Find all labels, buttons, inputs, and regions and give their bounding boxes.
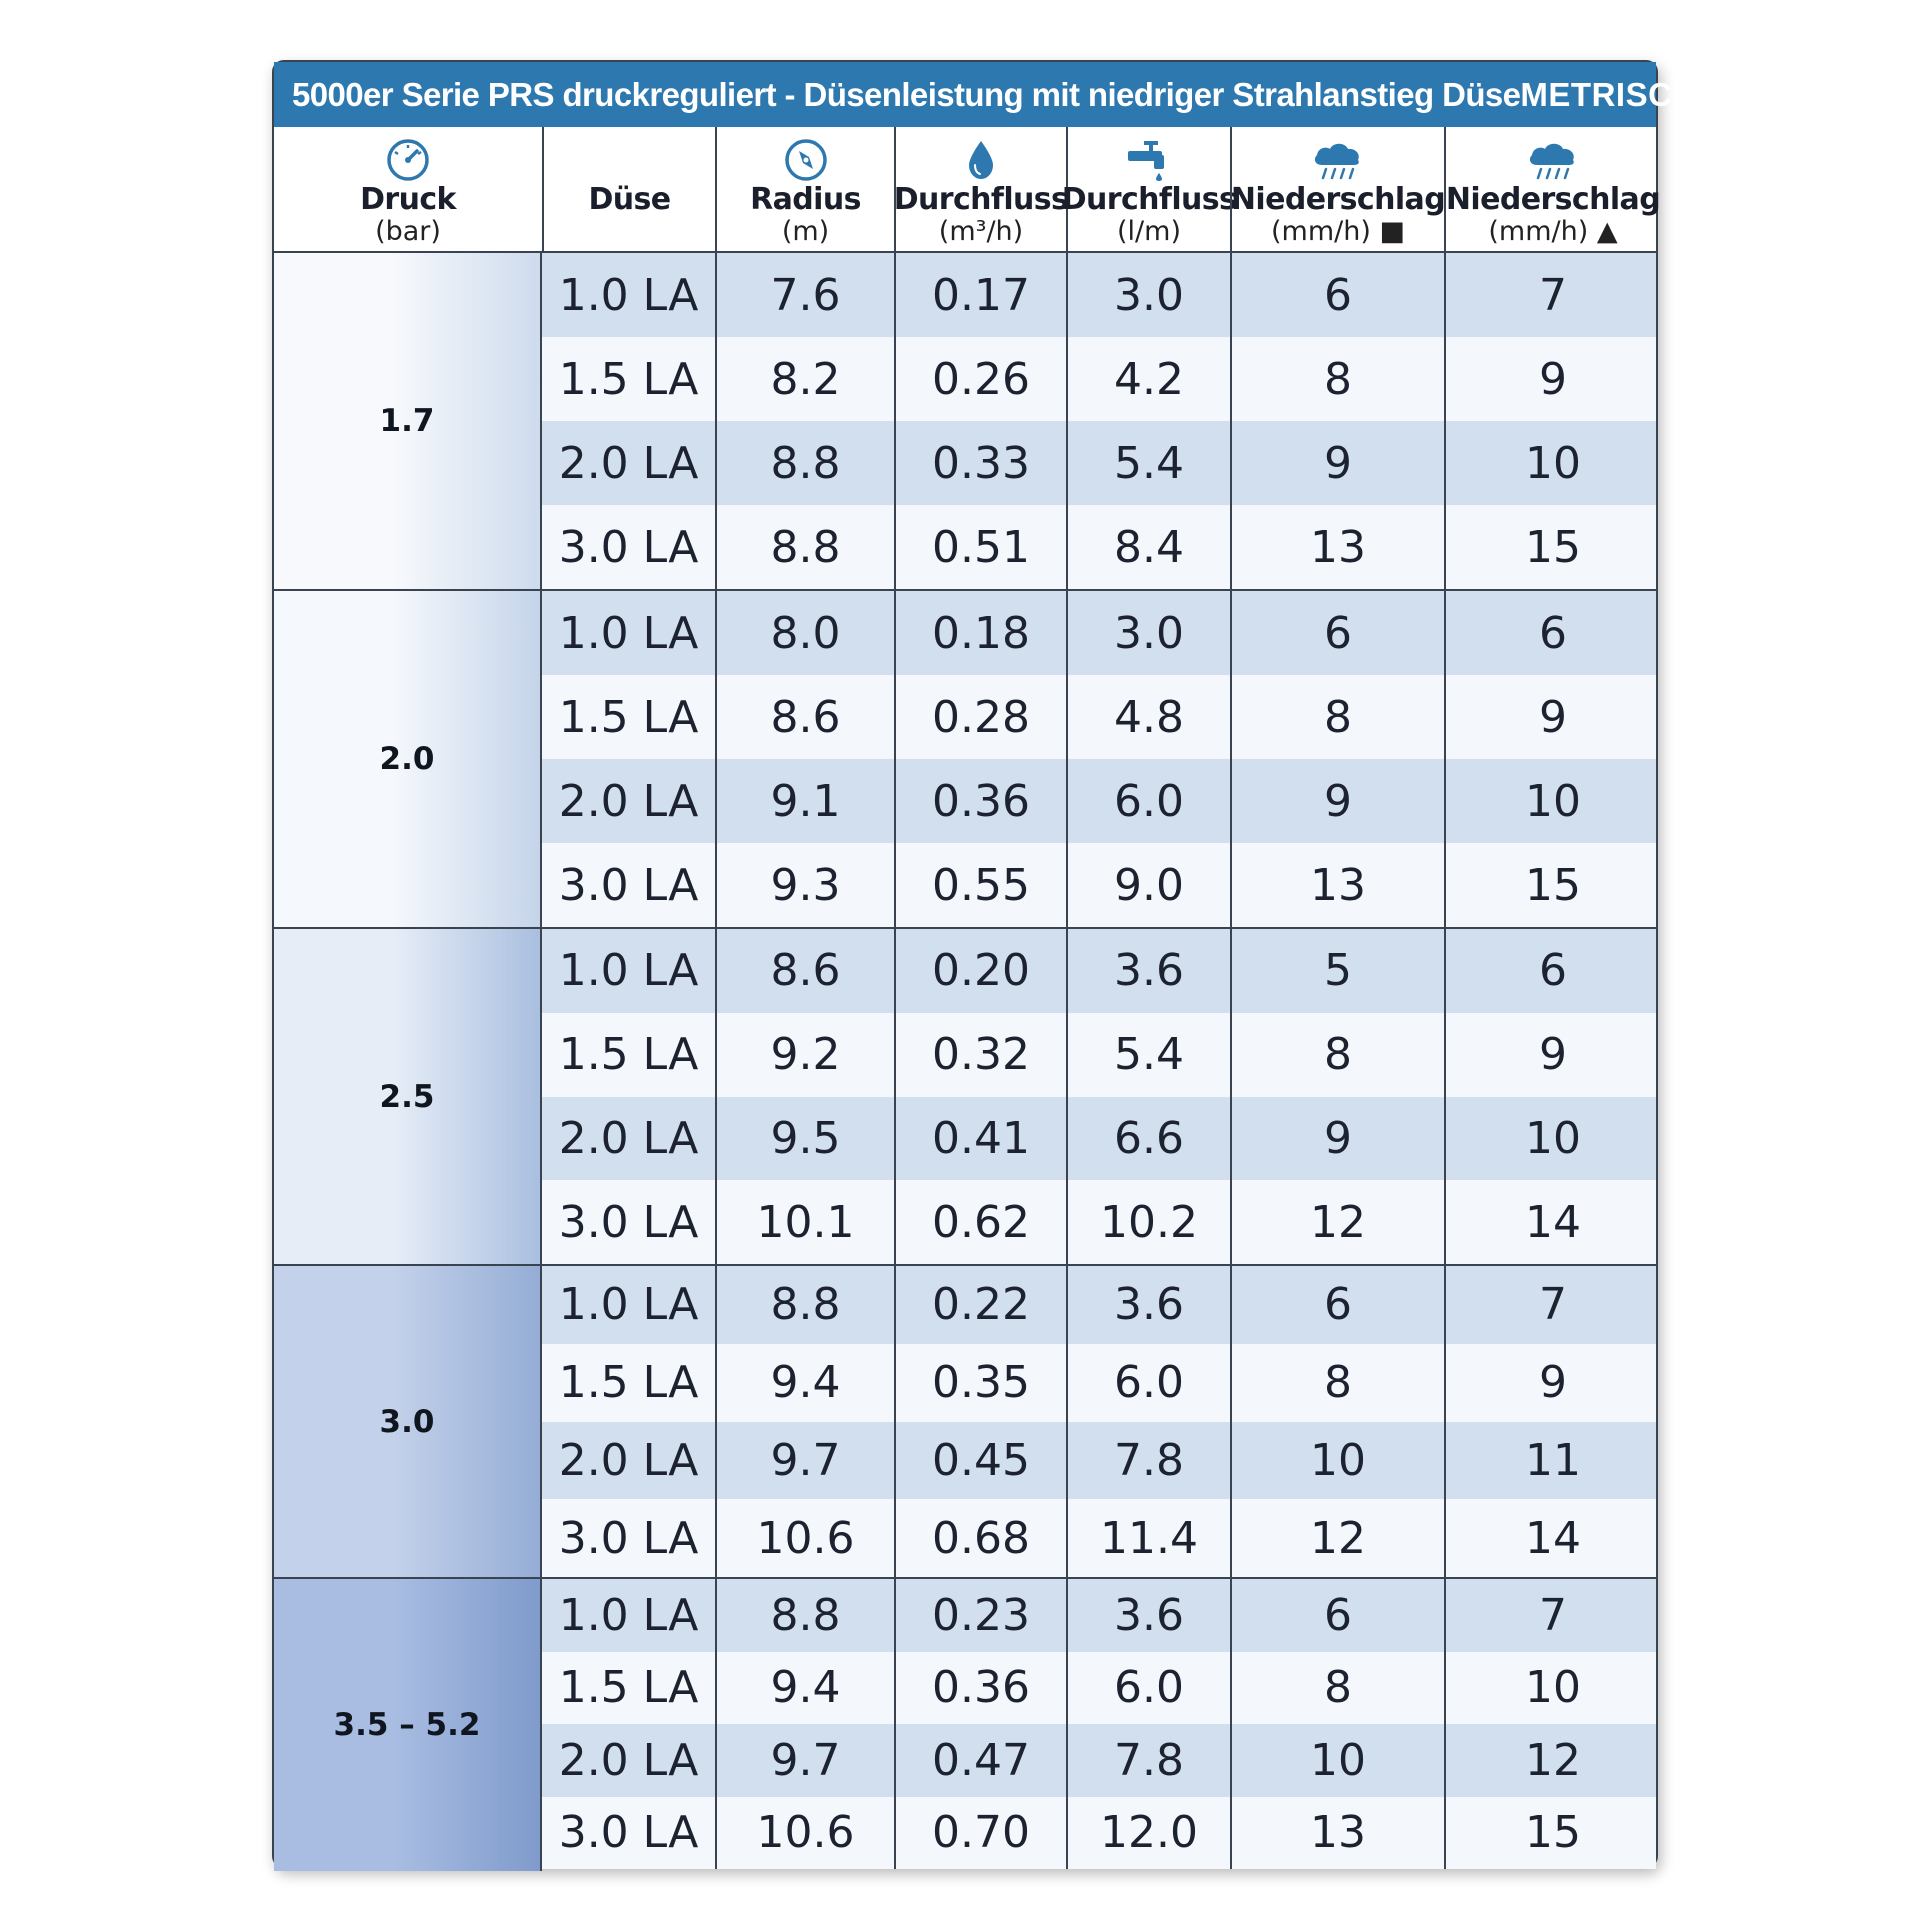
table-cell: 10.6 xyxy=(715,1797,894,1870)
table-row xyxy=(542,1266,1656,1344)
pressure-cell: 3.0 xyxy=(274,1266,542,1577)
table-cell: 0.51 xyxy=(894,505,1066,589)
table-row xyxy=(542,1652,1656,1725)
table-cell: 6.0 xyxy=(1066,1344,1230,1422)
table-row xyxy=(542,1180,1656,1264)
table-cell: 3.0 LA xyxy=(558,1512,699,1564)
table-row xyxy=(542,675,1656,759)
table-cell: 0.26 xyxy=(894,337,1066,421)
table-cell: 7 xyxy=(1444,1266,1660,1344)
pressure-cell: 1.7 xyxy=(274,253,542,589)
column-header-label: Niederschlag xyxy=(1445,182,1661,217)
table-row xyxy=(542,759,1656,843)
table-cell: 0.36 xyxy=(894,1652,1066,1725)
column-header-unit: (m) xyxy=(781,216,830,247)
table-cell: 9.4 xyxy=(715,1652,894,1725)
column-header-precip-square xyxy=(1230,127,1444,251)
pressure-group xyxy=(274,253,1656,591)
table-cell: 5.4 xyxy=(1066,1013,1230,1097)
table-row xyxy=(542,1797,1656,1870)
table-cell: 1.0 LA xyxy=(558,1589,699,1641)
table-cell: 1.0 LA xyxy=(558,269,699,321)
table-cell: 15 xyxy=(1444,505,1660,589)
table-cell: 8 xyxy=(1230,1344,1444,1422)
pressure-group xyxy=(274,929,1656,1266)
pressure-group xyxy=(274,591,1656,929)
table-cell: 6 xyxy=(1444,591,1660,675)
table-cell: 0.17 xyxy=(894,253,1066,337)
table-cell: 6 xyxy=(1230,1266,1444,1344)
column-header-unit: (mm/h) ■ xyxy=(1271,216,1405,247)
table-row xyxy=(542,1097,1656,1181)
table-cell: 1.0 LA xyxy=(558,607,699,659)
table-cell: 9.2 xyxy=(715,1013,894,1097)
table-cell: 10.2 xyxy=(1066,1180,1230,1264)
table-row xyxy=(542,421,1656,505)
table-cell: 0.41 xyxy=(894,1097,1066,1181)
table-cell: 9 xyxy=(1230,1097,1444,1181)
table-cell: 13 xyxy=(1230,843,1444,927)
table-cell: 0.22 xyxy=(894,1266,1066,1344)
table-cell: 7 xyxy=(1444,1579,1660,1652)
table-cell: 9 xyxy=(1230,421,1444,505)
table-cell: 4.2 xyxy=(1066,337,1230,421)
table-cell: 0.28 xyxy=(894,675,1066,759)
table-cell: 12 xyxy=(1230,1180,1444,1264)
column-header-row xyxy=(274,127,1661,253)
column-header-unit: (bar) xyxy=(375,216,441,247)
column-header-nozzle xyxy=(542,127,715,251)
water-drop-icon xyxy=(953,137,1009,183)
table-cell: 5.4 xyxy=(1066,421,1230,505)
table-cell: 1.5 LA xyxy=(558,1662,699,1714)
table-cell: 0.33 xyxy=(894,421,1066,505)
table-cell: 2.0 LA xyxy=(558,775,699,827)
table-cell: 9.7 xyxy=(715,1422,894,1500)
table-cell: 8.8 xyxy=(715,421,894,505)
rain-cloud-icon xyxy=(1525,137,1581,183)
table-cell: 9.5 xyxy=(715,1097,894,1181)
table-cell: 0.62 xyxy=(894,1180,1066,1264)
table-cell: 3.6 xyxy=(1066,929,1230,1013)
table-row xyxy=(542,337,1656,421)
table-row xyxy=(542,1724,1656,1797)
pressure-group xyxy=(274,1266,1656,1579)
table-title: 5000er Serie PRS druckreguliert - Düsenleistung mit niedriger Strahlanstieg Düse xyxy=(292,75,1521,113)
compass-icon xyxy=(778,137,834,183)
table-cell: 9.1 xyxy=(715,759,894,843)
table-row xyxy=(542,843,1656,927)
table-row xyxy=(542,1013,1656,1097)
table-row xyxy=(542,253,1656,337)
table-cell: 3.6 xyxy=(1066,1266,1230,1344)
table-cell: 2.0 LA xyxy=(558,1112,699,1164)
table-cell: 15 xyxy=(1444,843,1660,927)
table-cell: 6 xyxy=(1444,929,1660,1013)
pressure-group xyxy=(274,1579,1656,1871)
table-cell: 1.0 LA xyxy=(558,945,699,997)
table-cell: 1.5 LA xyxy=(558,691,699,743)
unit-system-label: METRISCH xyxy=(1520,75,1697,113)
table-cell: 0.32 xyxy=(894,1013,1066,1097)
table-cell: 0.35 xyxy=(894,1344,1066,1422)
column-header-label: Düse xyxy=(588,182,671,217)
table-cell: 10 xyxy=(1444,759,1660,843)
table-row xyxy=(542,505,1656,589)
table-cell: 8.8 xyxy=(715,505,894,589)
table-cell: 4.8 xyxy=(1066,675,1230,759)
table-cell: 9.7 xyxy=(715,1724,894,1797)
column-header-flow-m3h xyxy=(893,127,1069,251)
table-cell: 8 xyxy=(1230,675,1444,759)
table-cell: 13 xyxy=(1230,1797,1444,1870)
table-cell: 0.47 xyxy=(894,1724,1066,1797)
table-cell: 8.6 xyxy=(715,675,894,759)
pressure-cell: 2.0 xyxy=(274,591,542,927)
table-cell: 7.8 xyxy=(1066,1422,1230,1500)
table-cell: 6.0 xyxy=(1066,1652,1230,1725)
table-cell: 7.8 xyxy=(1066,1724,1230,1797)
table-row xyxy=(542,1499,1656,1577)
pressure-cell: 2.5 xyxy=(274,929,542,1264)
table-cell: 10.6 xyxy=(715,1499,894,1577)
table-cell: 9 xyxy=(1444,1344,1660,1422)
table-cell: 1.5 LA xyxy=(558,1029,699,1081)
table-cell: 8 xyxy=(1230,1652,1444,1725)
table-cell: 3.0 xyxy=(1066,591,1230,675)
table-cell: 9 xyxy=(1444,1013,1660,1097)
rain-cloud-icon xyxy=(1310,137,1366,183)
table-cell: 9 xyxy=(1444,337,1660,421)
table-cell: 8.8 xyxy=(715,1579,894,1652)
table-cell: 1.0 LA xyxy=(558,1279,699,1331)
column-header-unit: (m³/h) xyxy=(938,216,1024,247)
table-cell: 0.36 xyxy=(894,759,1066,843)
table-cell: 10 xyxy=(1444,1097,1660,1181)
table-cell: 0.45 xyxy=(894,1422,1066,1500)
column-header-unit: (l/m) xyxy=(1117,216,1181,247)
table-cell: 8.8 xyxy=(715,1266,894,1344)
column-header-label: Niederschlag xyxy=(1230,182,1446,217)
table-cell: 3.0 xyxy=(1066,253,1230,337)
table-body xyxy=(274,253,1656,1866)
table-cell: 9 xyxy=(1444,675,1660,759)
table-cell: 9.4 xyxy=(715,1344,894,1422)
table-cell: 3.0 LA xyxy=(558,1807,699,1859)
table-row xyxy=(542,929,1656,1013)
pressure-cell: 3.5 – 5.2 xyxy=(274,1579,542,1871)
table-cell: 1.5 LA xyxy=(558,1357,699,1409)
table-cell: 14 xyxy=(1444,1180,1660,1264)
table-cell: 8.0 xyxy=(715,591,894,675)
table-cell: 10 xyxy=(1230,1724,1444,1797)
table-cell: 8.2 xyxy=(715,337,894,421)
column-header-radius xyxy=(715,127,894,251)
table-cell: 13 xyxy=(1230,505,1444,589)
table-cell: 6 xyxy=(1230,1579,1444,1652)
table-cell: 14 xyxy=(1444,1499,1660,1577)
table-row xyxy=(542,1422,1656,1500)
table-cell: 8 xyxy=(1230,337,1444,421)
table-cell: 0.18 xyxy=(894,591,1066,675)
column-header-flow-lm xyxy=(1061,127,1237,251)
table-cell: 9 xyxy=(1230,759,1444,843)
table-cell: 3.0 LA xyxy=(558,859,699,911)
table-cell: 11 xyxy=(1444,1422,1660,1500)
table-cell: 2.0 LA xyxy=(558,437,699,489)
table-row xyxy=(542,1344,1656,1422)
table-cell: 8.4 xyxy=(1066,505,1230,589)
table-cell: 3.0 LA xyxy=(558,521,699,573)
table-cell: 5 xyxy=(1230,929,1444,1013)
table-cell: 12 xyxy=(1444,1724,1660,1797)
table-cell: 12.0 xyxy=(1066,1797,1230,1870)
table-cell: 8.6 xyxy=(715,929,894,1013)
table-cell: 6 xyxy=(1230,253,1444,337)
table-cell: 0.23 xyxy=(894,1579,1066,1652)
table-cell: 3.6 xyxy=(1066,1579,1230,1652)
table-cell: 0.70 xyxy=(894,1797,1066,1870)
table-cell: 1.5 LA xyxy=(558,353,699,405)
table-cell: 6 xyxy=(1230,591,1444,675)
table-cell: 9.0 xyxy=(1066,843,1230,927)
table-cell: 0.20 xyxy=(894,929,1066,1013)
table-cell: 7.6 xyxy=(715,253,894,337)
nozzle-performance-card xyxy=(272,60,1697,1868)
table-cell: 0.55 xyxy=(894,843,1066,927)
table-cell: 15 xyxy=(1444,1797,1660,1870)
column-header-label: Radius xyxy=(750,182,861,217)
column-header-pressure xyxy=(274,127,542,251)
table-cell: 7 xyxy=(1444,253,1660,337)
table-cell: 2.0 LA xyxy=(558,1734,699,1786)
column-header-label: Durchfluss xyxy=(893,182,1069,217)
table-cell: 11.4 xyxy=(1066,1499,1230,1577)
title-bar xyxy=(274,62,1697,127)
table-cell: 6.0 xyxy=(1066,759,1230,843)
table-cell: 10 xyxy=(1444,1652,1660,1725)
table-cell: 3.0 LA xyxy=(558,1196,699,1248)
table-cell: 10 xyxy=(1230,1422,1444,1500)
table-cell: 9.3 xyxy=(715,843,894,927)
table-cell: 10.1 xyxy=(715,1180,894,1264)
table-row xyxy=(542,591,1656,675)
table-cell: 0.68 xyxy=(894,1499,1066,1577)
table-cell: 6.6 xyxy=(1066,1097,1230,1181)
table-cell: 12 xyxy=(1230,1499,1444,1577)
column-header-unit: (mm/h) ▲ xyxy=(1488,216,1618,247)
faucet-icon xyxy=(1121,137,1177,183)
table-cell: 10 xyxy=(1444,421,1660,505)
pressure-gauge-icon xyxy=(380,137,436,183)
table-row xyxy=(542,1579,1656,1652)
column-header-precip-triangle xyxy=(1444,127,1660,251)
table-cell: 2.0 LA xyxy=(558,1434,699,1486)
table-cell: 8 xyxy=(1230,1013,1444,1097)
column-header-label: Durchfluss xyxy=(1061,182,1237,217)
column-header-label: Druck xyxy=(360,182,456,217)
